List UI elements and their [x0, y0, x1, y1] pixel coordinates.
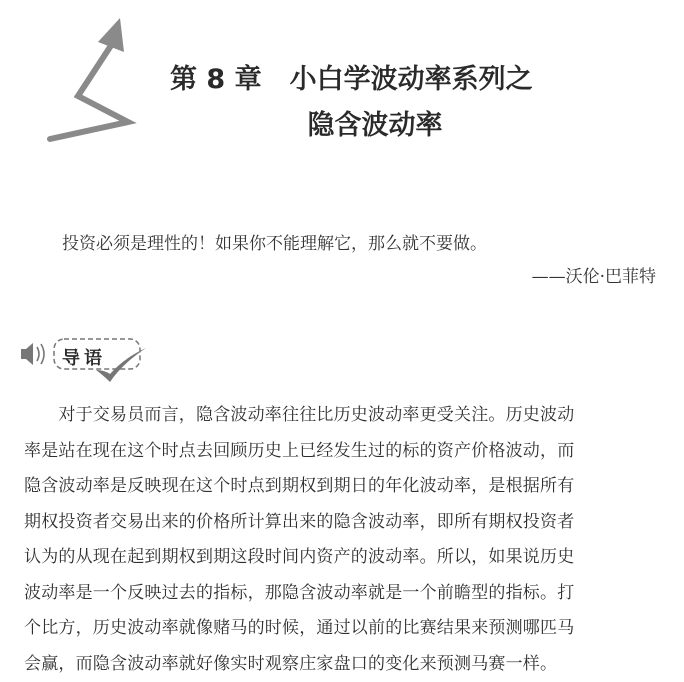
intro-header [18, 336, 148, 386]
chapter-title-line1: 小白学波动率系列之 [290, 64, 533, 95]
intro-line: 期权投资者交易出来的价格所计算出来的隐含波动率，即所有期权投资者 [24, 505, 664, 541]
intro-line: 波动率是一个反映过去的指标，那隐含波动率就是一个前瞻型的指标。打 [24, 576, 664, 612]
intro-line: 个比方，历史波动率就像赌马的时候，通过以前的比赛结果来预测哪匹马 [24, 611, 664, 647]
chapter-number: 第 8 章 [170, 64, 262, 95]
intro-label: 导语 [62, 344, 106, 370]
epigraph-quote: 投资必须是理性的！如果你不能理解它，那么就不要做。 [62, 228, 662, 260]
intro-paragraph [24, 398, 664, 682]
intro-line: 认为的从现在起到期权到期这段时间内资产的波动率。所以，如果说历史 [24, 540, 664, 576]
intro-line: 隐含波动率是反映现在这个时点到期权到期日的年化波动率，是根据所有 [24, 469, 664, 505]
chapter-title-line2: 隐含波动率 [215, 106, 535, 146]
chapter-title [170, 60, 650, 146]
intro-line: 会赢，而隐含波动率就好像实时观察庄家盘口的变化来预测马赛一样。 [24, 647, 664, 682]
intro-line: 率是站在现在这个时点去回顾历史上已经发生过的标的资产价格波动，而 [24, 434, 664, 470]
zigzag-arrow-icon [40, 14, 160, 154]
epigraph-author: ——沃伦·巴菲特 [532, 262, 656, 287]
intro-line: 对于交易员而言，隐含波动率往往比历史波动率更受关注。历史波动 [24, 398, 664, 434]
